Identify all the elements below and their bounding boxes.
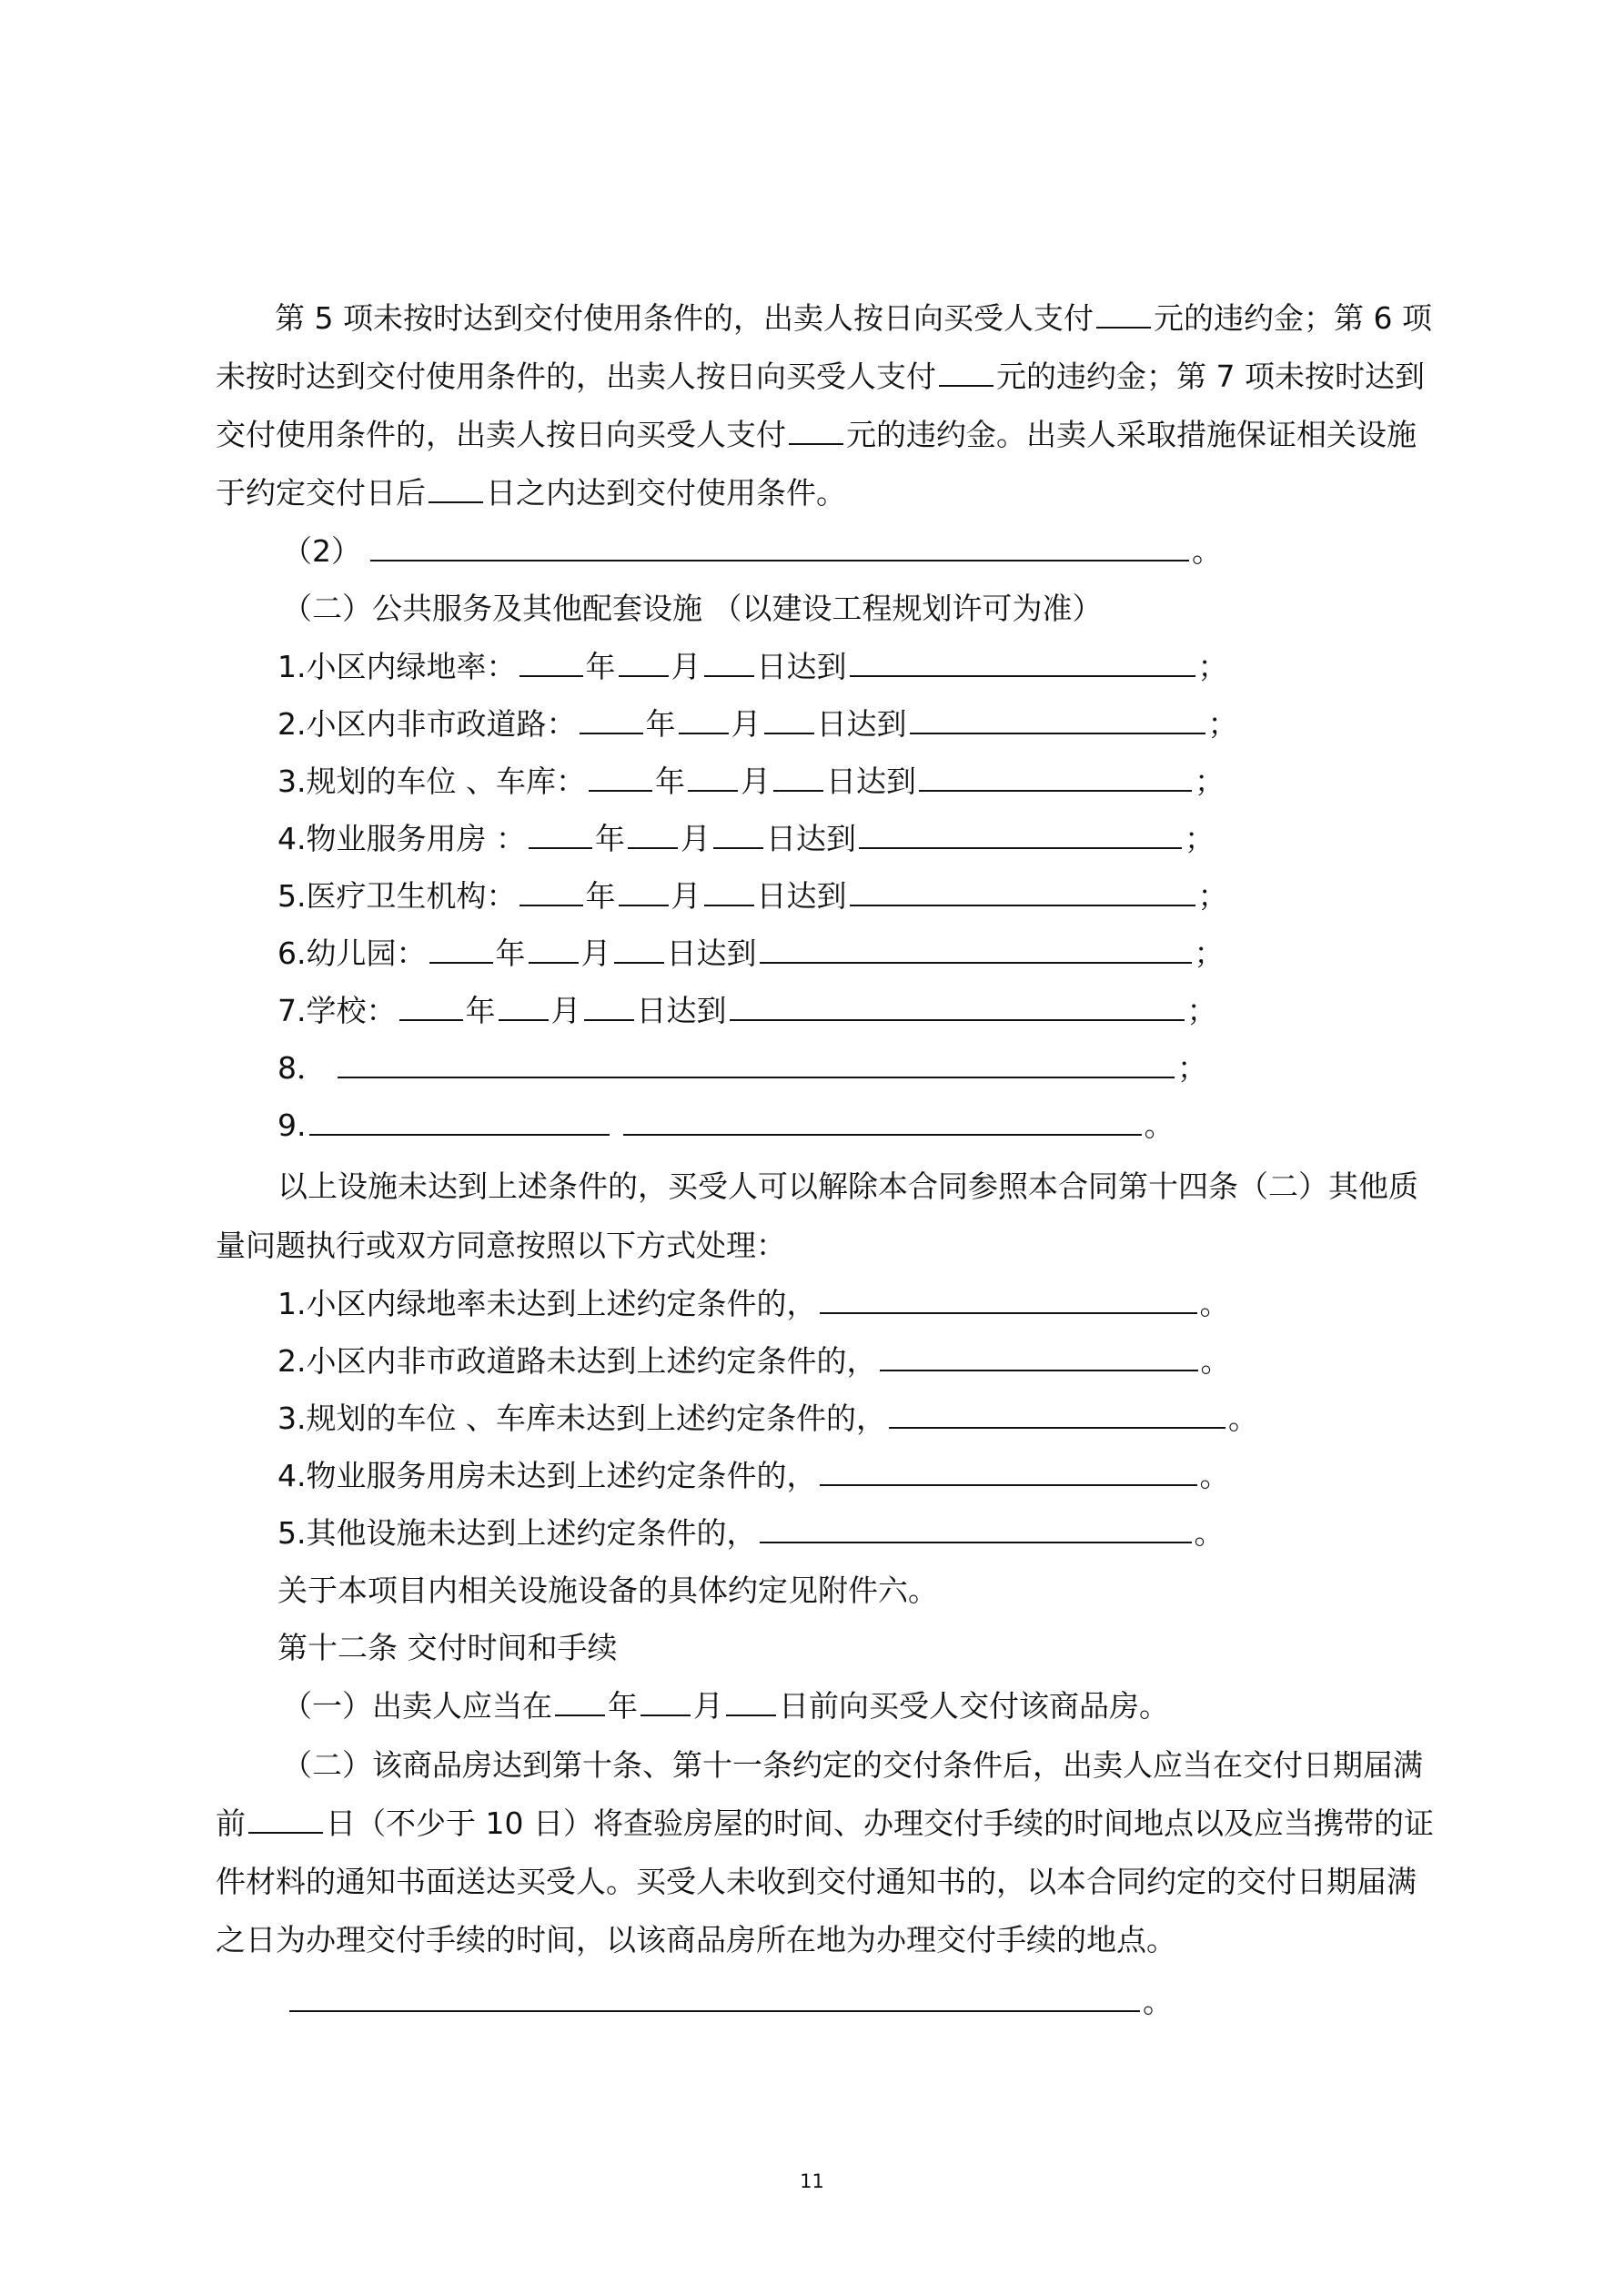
item-2: （2） 。 [282,533,1222,569]
facility-item-1: 1.小区内绿地率： 年 月 日达到 ； [277,649,1228,684]
remedy-item-1: 1.小区内绿地率未达到上述约定条件的， 。 [277,1286,1230,1321]
amount-blank [789,416,843,445]
article-12-item-1: （一）出卖人应当在 年 月 日前向买受人交付该商品房。 [282,1688,1169,1724]
paragraph-line: 前 日（不少于 10 日）将查验房屋的时间、办理交付手续的时间地点以及应当携带的证 [216,1805,1434,1841]
annex-note: 关于本项目内相关设施设备的具体约定见附件六。 [277,1573,938,1608]
amount-blank [939,358,994,387]
amount-blank [1096,299,1151,329]
facility-item-3: 3.规划的车位 、车库： 年 月 日达到 ； [277,764,1225,799]
facility-item-9: 9. 。 [277,1108,1175,1143]
facility-item-8: 8． ； [277,1050,1207,1086]
days-blank [429,474,483,503]
remedy-item-3: 3.规划的车位 、车库未达到上述约定条件的， 。 [277,1401,1258,1436]
paragraph-line: 第 5 项未按时达到交付使用条件的，出卖人按日向买受人支付 元的违约金；第 6 项 [275,300,1432,336]
paragraph-line: （二）该商品房达到第十条、第十一条约定的交付条件后，出卖人应当在交付日期届满 [282,1747,1423,1783]
paragraph-line: 件材料的通知书面送达买受人。买受人未收到交付通知书的，以本合同约定的交付日期届满 [216,1864,1417,1899]
paragraph-line: 量问题执行或双方同意按照以下方式处理： [216,1228,786,1263]
page-number: 11 [800,2170,824,2192]
facility-item-6: 6.幼儿园： 年 月 日达到 ； [277,936,1225,971]
article-12-extra-line: 。 [289,1981,1624,2023]
paragraph-line: 于约定交付日后 日之内达到交付使用条件。 [216,475,846,511]
fill-blank [289,1983,1140,2012]
remedy-item-4: 4.物业服务用房未达到上述约定条件的， 。 [277,1458,1230,1493]
paragraph-line: 交付使用条件的，出卖人按日向买受人支付 元的违约金。出卖人采取措施保证相关设施 [216,417,1417,452]
paragraph-line: 之日为办理交付手续的时间，以该商品房所在地为办理交付手续的地点。 [216,1922,1176,1957]
paragraph-line: 以上设施未达到上述条件的，买受人可以解除本合同参照本合同第十四条（二）其他质 [277,1168,1418,1204]
remedy-item-2: 2.小区内非市政道路未达到上述约定条件的， 。 [277,1343,1231,1379]
facility-item-4: 4.物业服务用房 ： 年 月 日达到 ； [277,821,1215,856]
facility-item-2: 2.小区内非市政道路： 年 月 日达到 ； [277,706,1238,742]
paragraph-line: 未按时达到交付使用条件的，出卖人按日向买受人支付 元的违约金；第 7 项未按时达到 [216,359,1425,394]
section-2-title: （二）公共服务及其他配套设施 （以建设工程规划许可为准） [282,591,1103,626]
article-12-title: 第十二条 交付时间和手续 [277,1630,618,1665]
facility-item-7: 7.学校： 年 月 日达到 ； [277,993,1217,1028]
remedy-item-5: 5.其他设施未达到上述约定条件的， 。 [277,1515,1225,1551]
fill-blank [370,532,1189,561]
days-blank [248,1805,323,1834]
facility-item-5: 5.医疗卫生机构： 年 月 日达到 ； [277,878,1228,914]
